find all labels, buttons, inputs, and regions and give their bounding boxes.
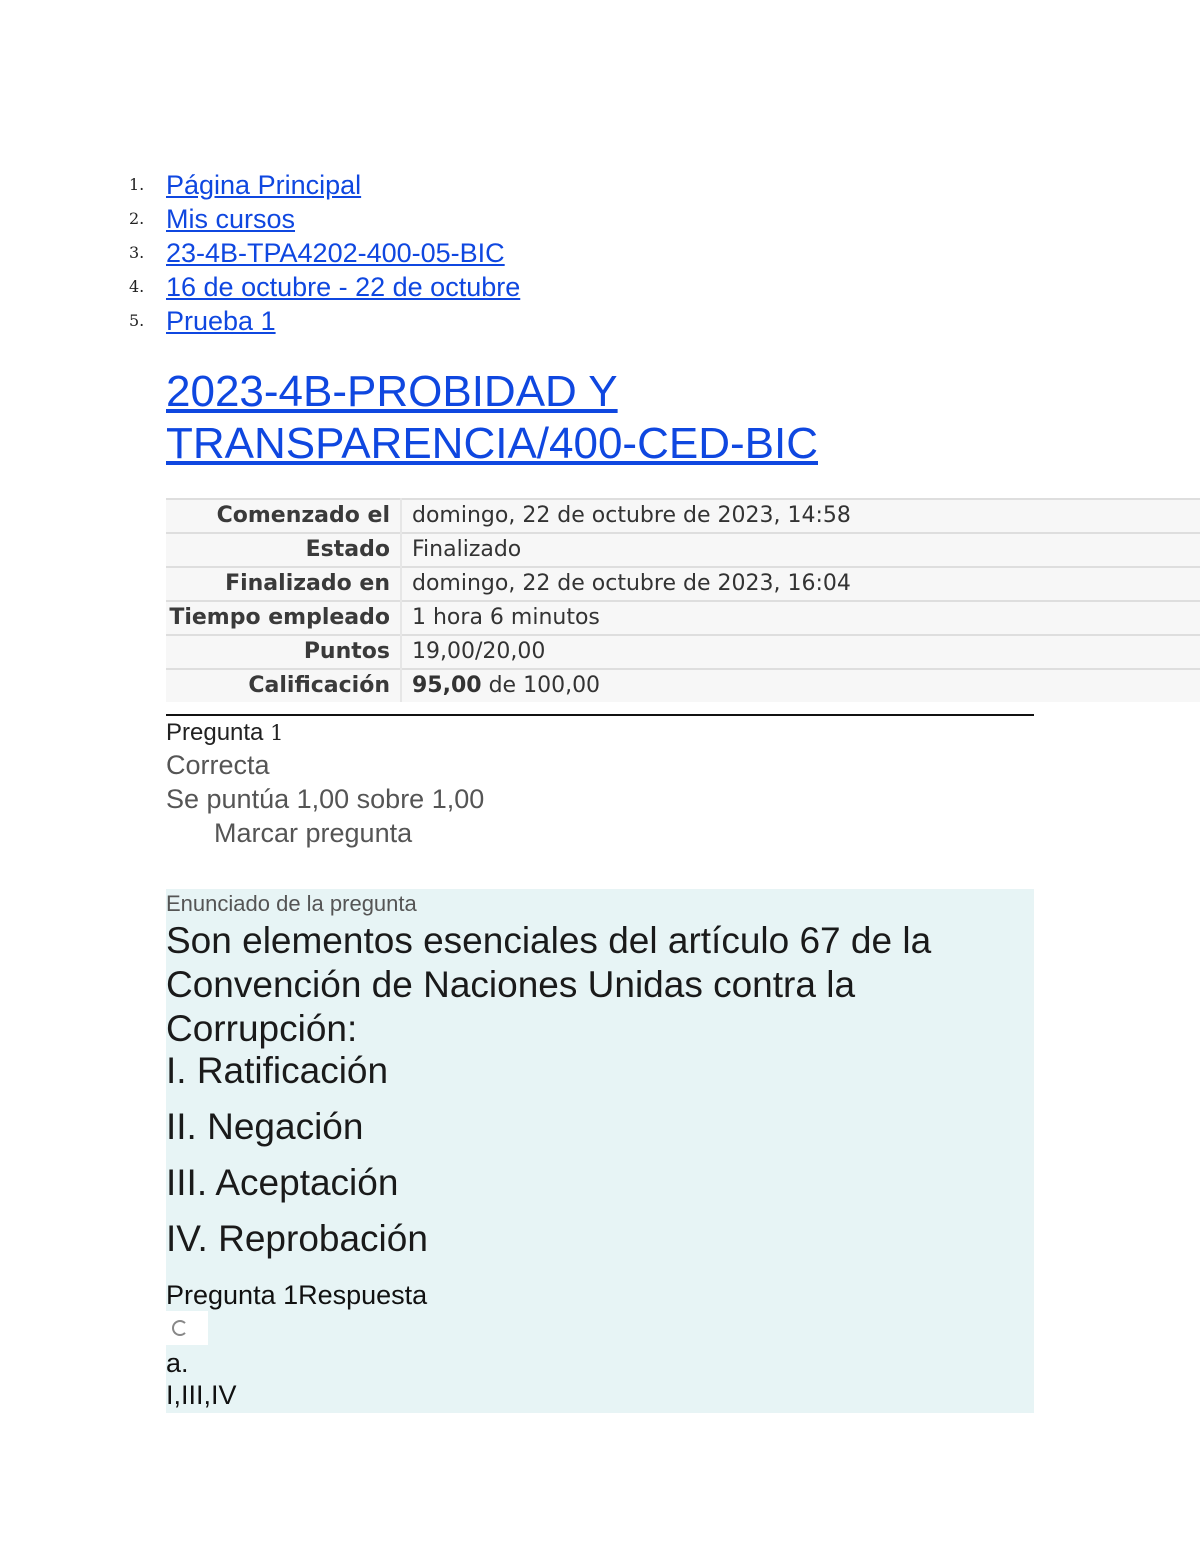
breadcrumb-item	[95, 236, 520, 270]
breadcrumb-number: 5.	[129, 311, 145, 330]
summary-row-time	[166, 601, 1200, 635]
summary-row-grade	[166, 669, 1200, 702]
question-item: II. Negación	[166, 1106, 364, 1147]
summary-value: domingo, 22 de octubre de 2023, 14:58	[401, 499, 1200, 533]
summary-label: Estado	[305, 537, 390, 562]
summary-row-state	[166, 533, 1200, 567]
question-number-value: 1	[270, 721, 284, 745]
flag-question-button[interactable]: Marcar pregunta	[214, 818, 413, 848]
question-item: III. Aceptación	[166, 1162, 399, 1203]
summary-row-started	[166, 499, 1200, 533]
answer-option-radio[interactable]	[166, 1311, 208, 1345]
answer-option-text[interactable]: I,III,IV	[166, 1380, 237, 1410]
summary-value	[401, 669, 1200, 702]
question-content	[166, 889, 1034, 1413]
summary-row-finished	[166, 567, 1200, 601]
breadcrumb-link-week[interactable]: 16 de octubre - 22 de octubre	[166, 272, 521, 302]
summary-label: Finalizado en	[225, 571, 390, 596]
question-grade: Se puntúa 1,00 sobre 1,00	[166, 784, 485, 814]
question-info	[166, 718, 1034, 850]
radio-icon[interactable]	[172, 1320, 188, 1336]
course-title-link[interactable]: 2023-4B-PROBIDAD Y TRANSPARENCIA/400-CED-BIC	[166, 367, 818, 468]
breadcrumb-number: 3.	[129, 243, 145, 262]
summary-label: Puntos	[303, 639, 390, 664]
summary-row-points	[166, 635, 1200, 669]
question-text: Son elementos esenciales del artículo 67 de la Convención de Naciones Unidas contra la Corrupción:	[166, 920, 932, 1049]
breadcrumb	[129, 168, 521, 338]
breadcrumb-item	[95, 304, 520, 338]
question-divider	[166, 714, 1034, 716]
summary-label: Tiempo empleado	[169, 605, 390, 630]
breadcrumb-link-my-courses[interactable]: Mis cursos	[166, 204, 296, 234]
breadcrumb-link-quiz[interactable]: Prueba 1	[166, 306, 276, 336]
breadcrumb-number: 4.	[129, 277, 145, 296]
summary-value: domingo, 22 de octubre de 2023, 16:04	[401, 567, 1200, 601]
question-item: IV. Reprobación	[166, 1218, 428, 1259]
summary-value: Finalizado	[401, 533, 1200, 567]
attempt-summary-table	[166, 498, 1200, 702]
summary-label: Calificación	[248, 673, 390, 698]
answer-option-letter: a.	[166, 1348, 189, 1378]
question-item: I. Ratificación	[166, 1050, 389, 1091]
breadcrumb-number: 1.	[129, 175, 145, 194]
question-number-label: Pregunta	[166, 719, 271, 746]
answer-label: Pregunta 1Respuesta	[166, 1280, 428, 1310]
breadcrumb-number: 2.	[129, 209, 145, 228]
summary-label: Comenzado el	[216, 503, 390, 528]
question-number	[166, 718, 1034, 748]
question-state: Correcta	[166, 750, 270, 780]
summary-value: 19,00/20,00	[401, 635, 1200, 669]
breadcrumb-link-home[interactable]: Página Principal	[166, 170, 362, 200]
breadcrumb-item	[95, 168, 520, 202]
breadcrumb-link-course[interactable]: 23-4B-TPA4202-400-05-BIC	[166, 238, 505, 268]
summary-value: 1 hora 6 minutos	[401, 601, 1200, 635]
question-heading: Enunciado de la pregunta	[166, 891, 417, 916]
grade-total: de 100,00	[481, 673, 601, 698]
grade-score: 95,00	[412, 673, 482, 698]
breadcrumb-item	[95, 270, 520, 304]
breadcrumb-item	[95, 202, 520, 236]
